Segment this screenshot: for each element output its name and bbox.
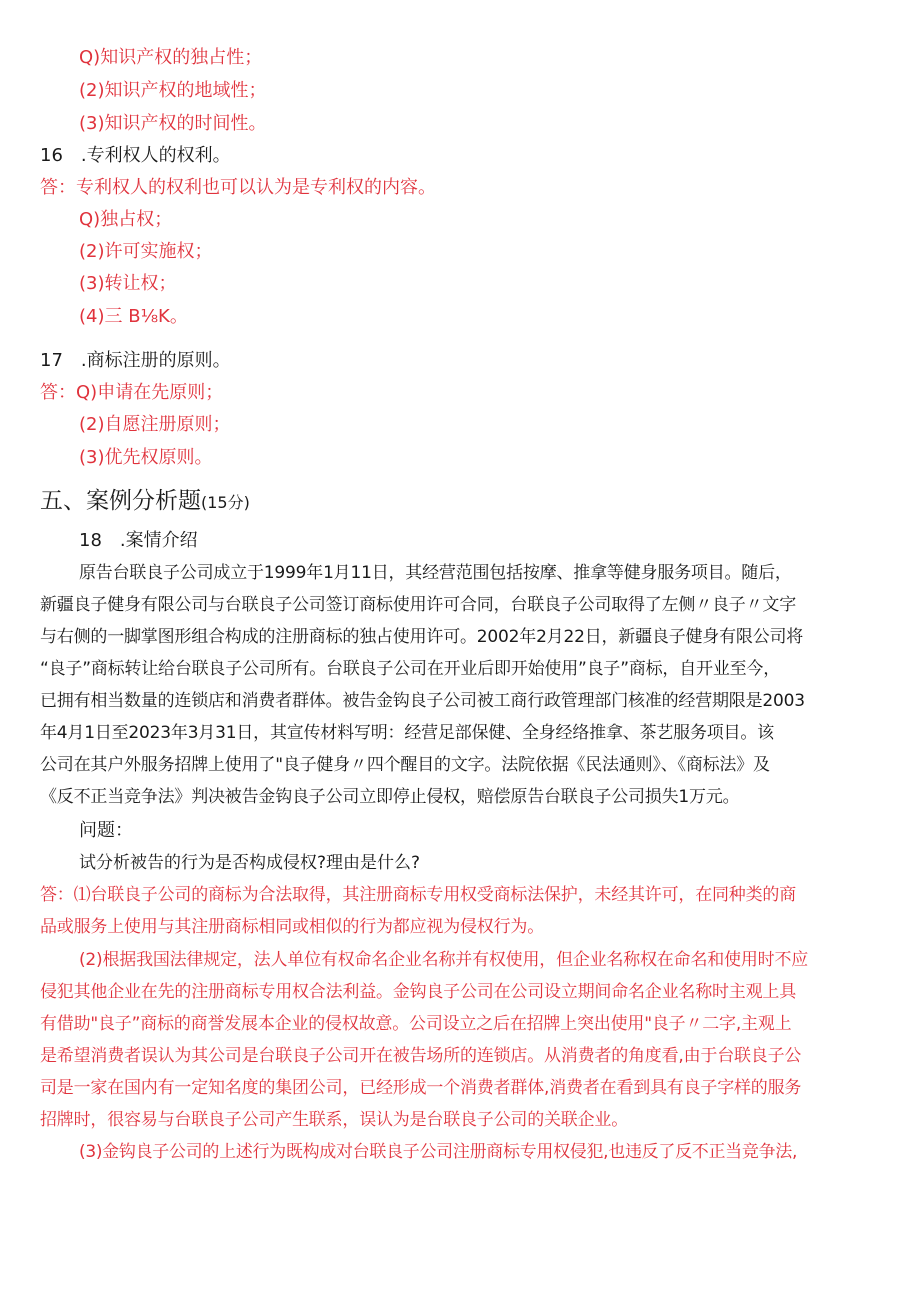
answer-line-7: 司是一家在国内有一定知名度的集团公司，已经形成一个消费者群体,消费者在看到具有良子字样的服务 [40, 1078, 802, 1098]
case-line-5: 已拥有相当数量的连锁店和消费者群体。被告金钩良子公司被工商行政管理部门核准的经营期限是2003 [40, 691, 805, 711]
case-line-4: “良子”商标转让给台联良子公司所有。台联良子公司在开业后即开始使用”良子”商标，自开业至今， [40, 659, 781, 679]
q17-item-3: (3)优先权原则。 [79, 447, 213, 468]
answer-line-4: 侵犯其他企业在先的注册商标专用权合法利益。金钩良子公司在公司设立期间命名企业名称时主观上具 [40, 982, 796, 1002]
q16-item-2: (2)许可实施权； [79, 241, 213, 262]
q16-item-4: (4)三 B⅛K。 [79, 306, 188, 327]
question-label: 问题： [79, 820, 133, 841]
case-line-6: 年4月1日至2023年3月31日，其宣传材料写明：经营足部保健、全身经络推拿、茶艺服务项目。该 [40, 723, 774, 743]
section-5-score: (15分) [201, 493, 250, 512]
answer-line-8: 招牌时，很容易与台联良子公司产生联系，误认为是台联良子公司的关联企业。 [40, 1110, 628, 1130]
answer-line-6: 是希望消费者误认为其公司是台联良子公司开在被告场所的连锁店。从消费者的角度看,由于台联良子公 [40, 1046, 802, 1066]
question-text: 试分析被告的行为是否构成侵权?理由是什么? [79, 853, 421, 873]
q17-item-2: (2)自愿注册原则； [79, 414, 231, 435]
q16-item-3: (3)转让权； [79, 273, 177, 294]
answer-line-5: 有借助"良子”商标的商誉发展本企业的侵权故意。公司设立之后在招牌上突出使用"良子〃二字,主观上 [40, 1014, 792, 1034]
case-line-7: 公司在其户外服务招牌上使用了"良子健身〃四个醒目的文字。法院依据《民法通则》、《商标法》及 [40, 755, 770, 775]
q15-item-3: (3)知识产权的时间性。 [79, 113, 267, 134]
case-line-1: 原告台联良子公司成立于1999年1月11日，其经营范围包括按摩、推拿等健身服务项目。随后， [79, 563, 792, 583]
answer-line-3: (2)根据我国法律规定，法人单位有权命名企业名称并有权使用，但企业名称权在命名和使用时不应 [79, 950, 809, 970]
case-line-2: 新疆良子健身有限公司与台联良子公司签订商标使用许可合同，台联良子公司取得了左侧〃良子〃文字 [40, 595, 796, 615]
q15-item-2: (2)知识产权的地域性； [79, 80, 267, 101]
q17-title: 17 .商标注册的原则。 [40, 350, 231, 371]
q16-answer: 答：专利权人的权利也可以认为是专利权的内容。 [40, 177, 436, 198]
q16-item-1: Q)独占权； [79, 209, 173, 230]
case-line-3: 与右侧的一脚掌图形组合构成的注册商标的独占使用许可。2002年2月22日，新疆良子健身有限公司将 [40, 627, 804, 647]
section-5-title: 五、案例分析题 [40, 488, 201, 514]
answer-line-9: (3)金钩良子公司的上述行为既构成对台联良子公司注册商标专用权侵犯,也违反了反不正当竞争法, [79, 1142, 798, 1162]
section-5-heading [40, 486, 250, 518]
answer-line-1: 答：⑴台联良子公司的商标为合法取得，其注册商标专用权受商标法保护，未经其许可，在同种类的商 [40, 885, 796, 905]
q15-item-1: Q)知识产权的独占性； [79, 47, 263, 68]
q17-answer: 答：Q)申请在先原则； [40, 382, 224, 403]
q18-title: 18 .案情介绍 [79, 530, 198, 551]
answer-line-2: 品或服务上使用与其注册商标相同或相似的行为都应视为侵权行为。 [40, 917, 544, 937]
case-line-8: 《反不正当竞争法》判决被告金钩良子公司立即停止侵权，赔偿原告台联良子公司损失1万元。 [40, 787, 740, 807]
q16-title: 16 .专利权人的权利。 [40, 145, 231, 166]
